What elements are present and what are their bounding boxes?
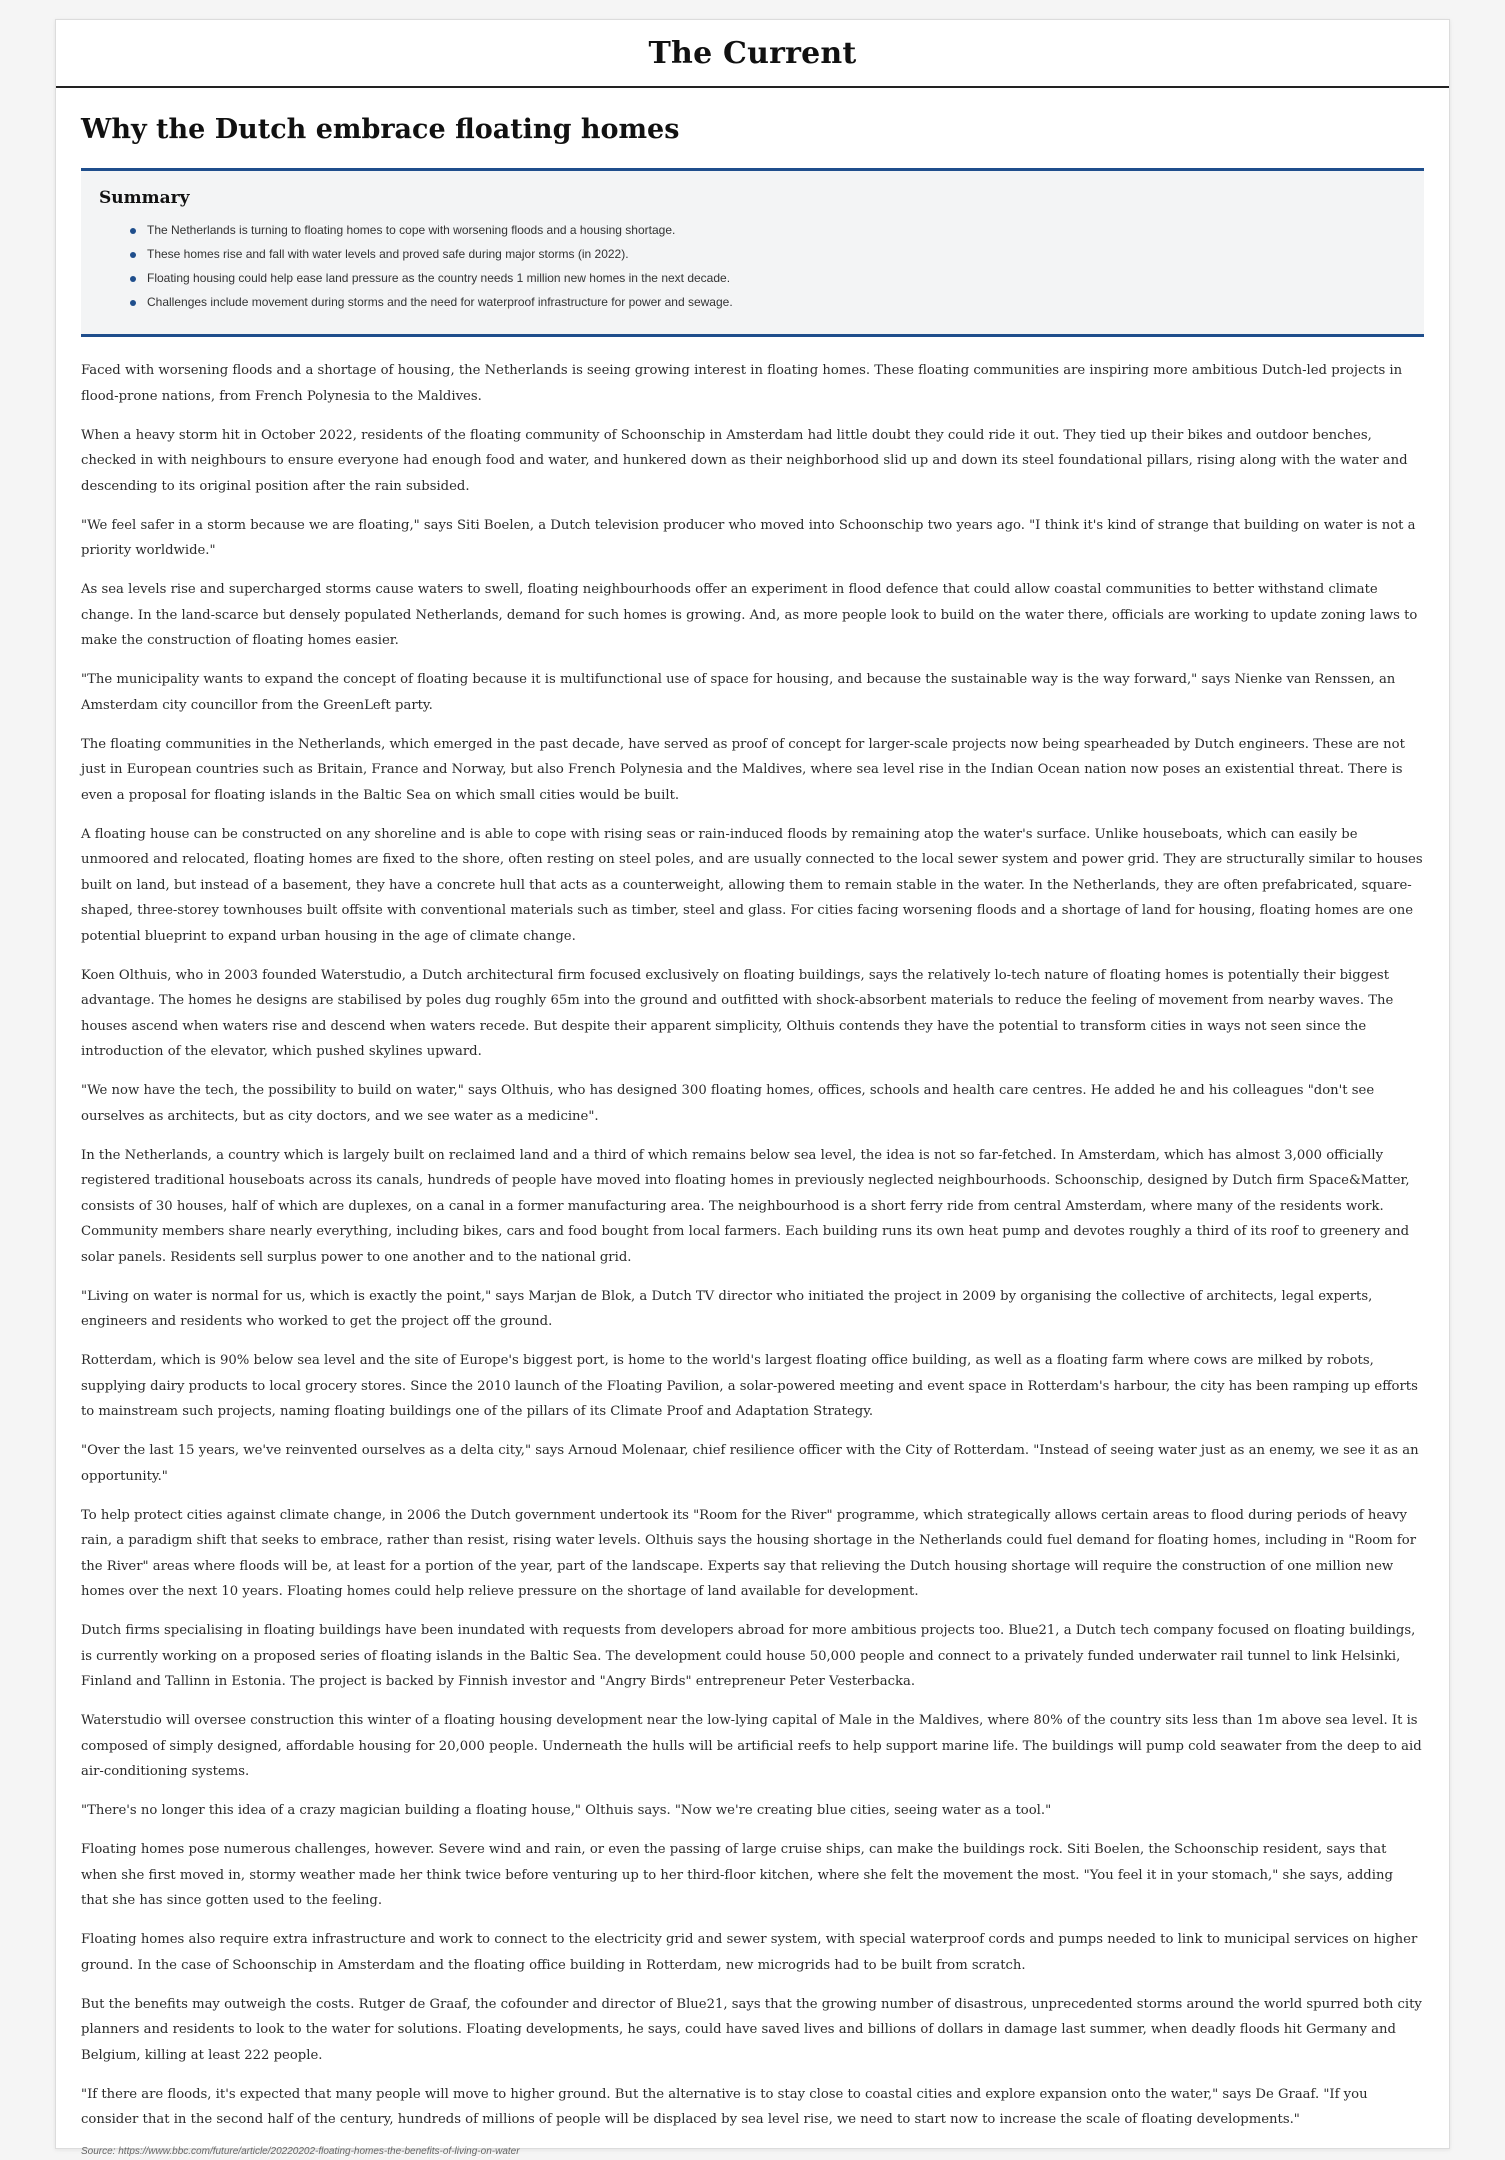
source-citation: Source: https://www.bbc.com/future/article/20220202-floating-homes-the-benefits-of-living-on-water xyxy=(81,2146,520,2158)
bullet-icon xyxy=(130,300,136,306)
article-paragraph: Koen Olthuis, who in 2003 founded Waterstudio, a Dutch architectural firm focused exclusively on floating buildings, says the relatively lo-tech nature of floating homes is potentially their biggest advantage. The homes he designs are stabilised by poles dug roughly 65m into the ground and outfitted with shock-absorbent materials to reduce the feeling of movement from nearby waves. The houses ascend when waters rise and descend when waters recede. But despite their apparent simplicity, Olthuis contends they have the potential to transform cities in ways not seen since the introduction of the elevator, which pushed skylines upward. xyxy=(81,967,1394,1060)
article-content xyxy=(56,112,1449,2157)
article-paragraph: Dutch firms specialising in floating buildings have been inundated with requests from developers abroad for more ambitious projects too. Blue21, a Dutch tech company focused on floating buildings, is currently working on a proposed series of floating islands in the Baltic Sea. The development could house 50,000 people and connect to a privately funded underwater rail tunnel to link Helsinki, Finland and Tallinn in Estonia. The project is backed by Finnish investor and "Angry Birds" entrepreneur Peter Vesterbacka. xyxy=(81,1623,1416,1690)
summary-item-text: Floating housing could help ease land pressure as the country needs 1 million new homes in the next decade. xyxy=(147,271,731,286)
bullet-icon xyxy=(130,252,136,258)
summary-item xyxy=(131,266,1406,290)
article-paragraph: "We now have the tech, the possibility to build on water," says Olthuis, who has designed 300 floating homes, offices, schools and health care centres. He added he and his colleagues "don't see ourselves as architects, but as city doctors, and we see water as a medicine". xyxy=(81,1083,1375,1124)
article-paragraph: To help protect cities against climate change, in 2006 the Dutch government undertook its "Room for the River" programme, which strategically allows certain areas to flood during periods of heavy rain, a paradigm shift that seeks to embrace, rather than resist, rising water levels. Olthuis says the housing shortage in the Netherlands could fuel demand for floating homes, including in "Room for the River" areas where floods will be, at least for a portion of the year, part of the landscape. Experts say that relieving the Dutch housing shortage will require the construction of one million new homes over the next 10 years. Floating homes could help relieve pressure on the shortage of land available for development. xyxy=(81,1507,1417,1600)
page xyxy=(55,19,1450,2158)
article-paragraph: Faced with worsening floods and a shortage of housing, the Netherlands is seeing growing interest in floating homes. These floating communities are inspiring more ambitious Dutch-led projects in flood-prone nations, from French Polynesia to the Maldives. xyxy=(81,363,1403,404)
masthead xyxy=(56,20,1449,88)
bullet-icon xyxy=(130,276,136,282)
summary-item xyxy=(131,290,1406,314)
summary-item-text: The Netherlands is turning to floating homes to cope with worsening floods and a housing shortage. xyxy=(147,223,676,238)
summary-title: Summary xyxy=(99,188,190,209)
article-paragraph: But the benefits may outweigh the costs. Rutger de Graaf, the cofounder and director of Blue21, says that the growing number of disastrous, unprecedented storms around the world spurred both city planners and residents to look to the water for solutions. Floating developments, he says, could have saved lives and billions of dollars in damage last summer, when deadly floods hit Germany and Belgium, killing at least 222 people. xyxy=(81,1996,1422,2063)
article-paragraph: Rotterdam, which is 90% below sea level and the site of Europe's biggest port, is home to the world's largest floating office building, as well as a floating farm where cows are milked by robots, supplying dairy products to local grocery stores. Since the 2010 launch of the Floating Pavilion, a solar-powered meeting and event space in Rotterdam's harbour, the city has been ramping up efforts to mainstream such projects, naming floating buildings one of the pillars of its Climate Proof and Adaptation Strategy. xyxy=(81,1353,1418,1420)
summary-item-text: These homes rise and fall with water levels and proved safe during major storms (in 2022). xyxy=(147,247,629,262)
article-paragraph: "Over the last 15 years, we've reinvented ourselves as a delta city," says Arnoud Molenaar, chief resilience officer with the City of Rotterdam. "Instead of seeing water just as an enemy, we see it as an opportunity." xyxy=(81,1443,1419,1484)
article-paragraph: Floating homes also require extra infrastructure and work to connect to the electricity grid and sewer system, with special waterproof cords and pumps needed to link to municipal services on higher ground. In the case of Schoonschip in Amsterdam and the floating office building in Rotterdam, new microgrids had to be built from scratch. xyxy=(81,1932,1418,1973)
article-body xyxy=(81,358,1424,2133)
article-paragraph: In the Netherlands, a country which is largely built on reclaimed land and a third of which remains below sea level, the idea is not so far-fetched. In Amsterdam, which has almost 3,000 officially registered traditional houseboats across its canals, hundreds of people have moved into floating homes in previously neglected neighbourhoods. Schoonschip, designed by Dutch firm Space&Matter, consists of 30 houses, half of which are duplexes, on a canal in a former manufacturing area. The neighbourhood is a short ferry ride from central Amsterdam, where many of the residents work. Community members share nearly everything, including bikes, cars and food bought from local farmers. Each building runs its own heat pump and devotes roughly a third of its roof to greenery and solar panels. Residents sell surplus power to one another and to the national grid. xyxy=(81,1147,1410,1265)
article-paragraph: "The municipality wants to expand the concept of floating because it is multifunctional use of space for housing, and because the sustainable way is the way forward," says Nienke van Renssen, an Amsterdam city councillor from the GreenLeft party. xyxy=(81,672,1396,713)
article-paragraph: "There's no longer this idea of a crazy magician building a floating house," Olthuis says. "Now we're creating blue cities, seeing water as a tool." xyxy=(81,1803,1052,1819)
article-paragraph: Floating homes pose numerous challenges, however. Severe wind and rain, or even the passing of large cruise ships, can make the buildings rock. Siti Boelen, the Schoonschip resident, says that when she first moved in, stormy weather made her think twice before venturing up to her third-floor kitchen, where she felt the movement the most. "You feel it in your stomach," she says, adding that she has since gotten used to the feeling. xyxy=(81,1842,1393,1909)
article-paragraph: The floating communities in the Netherlands, which emerged in the past decade, have served as proof of concept for larger-scale projects now being spearheaded by Dutch engineers. These are not just in European countries such as Britain, France and Norway, but also French Polynesia and the Maldives, where sea level rise in the Indian Ocean nation now poses an existential threat. There is even a proposal for floating islands in the Baltic Sea on which small cities would be built. xyxy=(81,736,1405,803)
summary-item xyxy=(131,242,1406,266)
bullet-icon xyxy=(130,228,136,234)
site-title[interactable]: The Current xyxy=(648,35,857,71)
article-paragraph: Waterstudio will oversee construction this winter of a floating housing development near the low-lying capital of Male in the Maldives, where 80% of the country sits less than 1m above sea level. It is composed of simply designed, affordable housing for 20,000 people. Underneath the hulls will be artificial reefs to help support marine life. The buildings will pump cold seawater from the deep to aid air-conditioning systems. xyxy=(81,1713,1422,1780)
article-paragraph: "We feel safer in a storm because we are floating," says Siti Boelen, a Dutch television producer who moved into Schoonschip two years ago. "I think it's kind of strange that building on water is not a priority worldwide." xyxy=(81,517,1416,559)
article-paragraph: "If there are floods, it's expected that many people will move to higher ground. But the alternative is to stay close to coastal cities and explore expansion onto the water," says De Graaf. "If you consider that in the second half of the century, hundreds of millions of people will be displaced by sea level rise, we need to start now to increase the scale of floating developments." xyxy=(81,2086,1368,2128)
article-paragraph: A floating house can be constructed on any shoreline and is able to cope with rising seas or rain-induced floods by remaining atop the water's surface. Unlike houseboats, which can easily be unmoored and relocated, floating homes are fixed to the shore, often resting on steel poles, and are usually connected to the local sewer system and power grid. They are structurally similar to houses built on land, but instead of a basement, they have a concrete hull that acts as a counterweight, allowing them to remain stable in the water. In the Netherlands, they are often prefabricated, square-shaped, three-storey townhouses built offsite with conventional materials such as timber, steel and glass. For cities facing worsening floods and a shortage of land for housing, floating homes are one potential blueprint to expand urban housing in the age of climate change. xyxy=(81,826,1423,944)
article-paragraph: "Living on water is normal for us, which is exactly the point," says Marjan de Blok, a Dutch TV director who initiated the project in 2009 by organising the collective of architects, legal experts, engineers and residents who worked to get the project off the ground. xyxy=(81,1288,1373,1330)
article-paragraph: When a heavy storm hit in October 2022, residents of the floating community of Schoonschip in Amsterdam had little doubt they could ride it out. They tied up their bikes and outdoor benches, checked in with neighbours to ensure everyone had enough food and water, and hunkered down as their neighborhood slid up and down its steel foundational pillars, rising along with the water and descending to its original position after the rain subsided. xyxy=(81,427,1408,494)
article-paragraph: As sea levels rise and supercharged storms cause waters to swell, floating neighbourhoods offer an experiment in flood defence that could allow coastal communities to better withstand climate change. In the land-scarce but densely populated Netherlands, demand for such homes is growing. And, as more people look to build on the water there, officials are working to update zoning laws to make the construction of floating homes easier. xyxy=(81,582,1418,649)
summary-box xyxy=(81,168,1424,337)
article-headline: Why the Dutch embrace floating homes xyxy=(81,114,680,145)
summary-item-text: Challenges include movement during storms and the need for waterproof infrastructure for power and sewage. xyxy=(147,295,733,310)
summary-item xyxy=(131,218,1406,242)
summary-list xyxy=(99,218,1406,314)
